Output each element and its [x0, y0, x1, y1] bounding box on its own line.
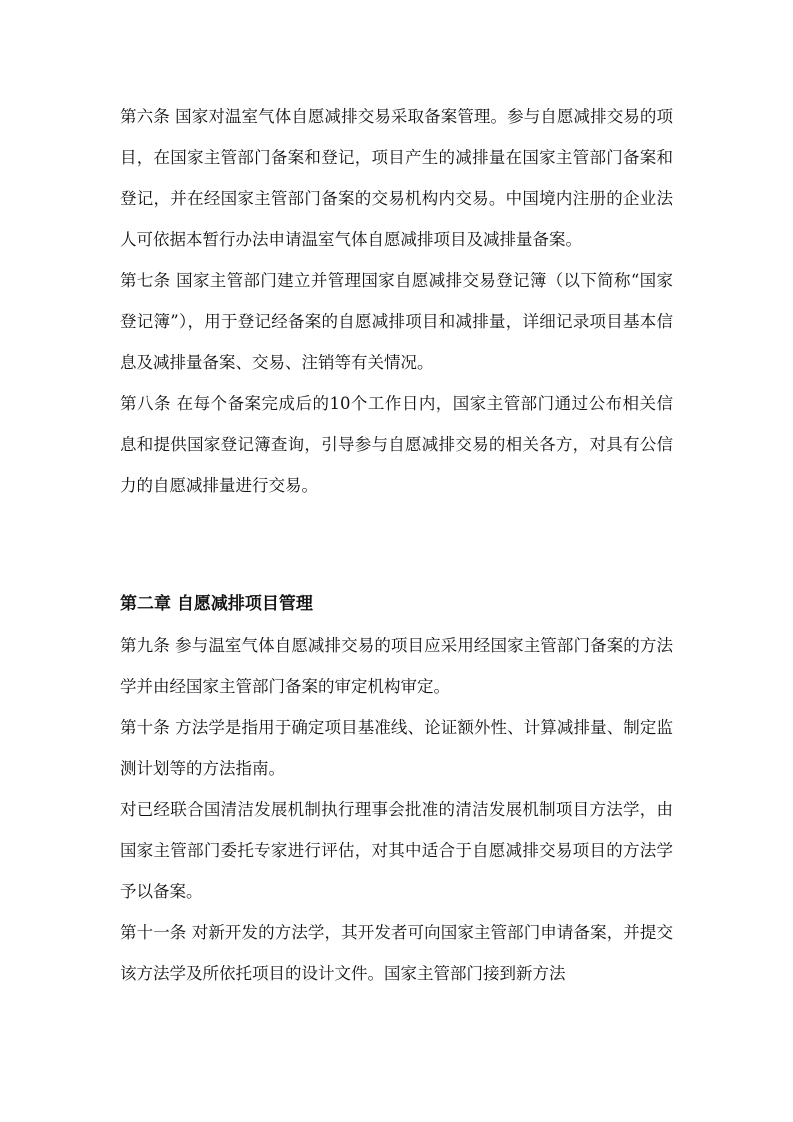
article-7-paragraph: 第七条 国家主管部门建立并管理国家自愿减排交易登记簿（以下简称“国家登记簿”），用于登记经备案的自愿减排项目和减排量，详细记录项目基本信息及减排量备案、交易、注销等有关情况。: [120, 271, 673, 372]
cdm-methodology-paragraph: 对已经联合国清洁发展机制执行理事会批准的清洁发展机制项目方法学，由国家主管部门委托专家进行评估，对其中适合于自愿减排交易项目的方法学予以备案。: [120, 800, 673, 901]
article-9-paragraph: 第九条 参与温室气体自愿减排交易的项目应采用经国家主管部门备案的方法学并由经国家主管部门备案的审定机构审定。: [120, 636, 673, 696]
chapter-two-heading: 第二章 自愿减排项目管理: [120, 594, 313, 614]
article-10-paragraph: 第十条 方法学是指用于确定项目基准线、论证额外性、计算减排量、制定监测计划等的方法指南。: [120, 718, 673, 778]
article-8-paragraph: 第八条 在每个备案完成后的10个工作日内，国家主管部门通过公布相关信息和提供国家登记簿查询，引导参与自愿减排交易的相关各方，对具有公信力的自愿减排量进行交易。: [120, 394, 673, 495]
article-6-paragraph: 第六条 国家对温室气体自愿减排交易采取备案管理。参与自愿减排交易的项目，在国家主管部门备案和登记，项目产生的减排量在国家主管部门备案和登记，并在经国家主管部门备案的交易机构内交易。中国境内注册的企业法人可依据本暂行办法申请温室气体自愿减排项目及减排量备案。: [120, 107, 673, 249]
document-body: [120, 96, 673, 994]
article-11-paragraph: 第十一条 对新开发的方法学，其开发者可向国家主管部门申请备案，并提交该方法学及所依托项目的设计文件。国家主管部门接到新方法: [120, 923, 673, 983]
